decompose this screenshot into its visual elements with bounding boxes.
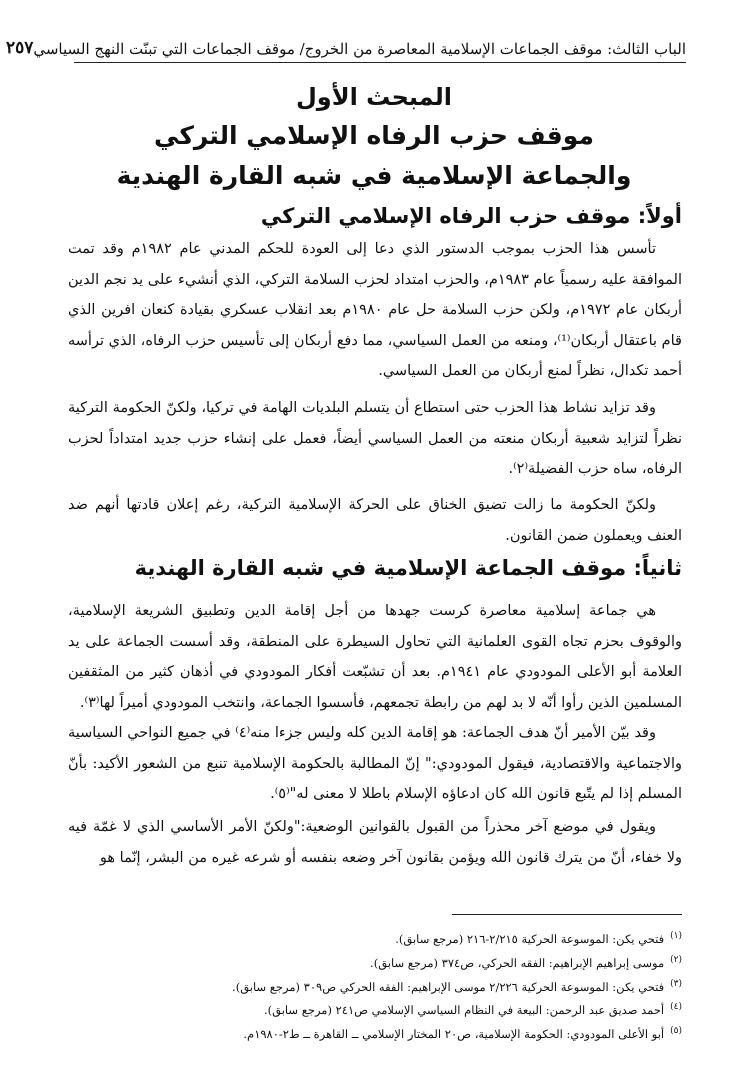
page-number: ٢٥٧ [5, 38, 34, 58]
footnote: $^{(٤)}$أحمد صديق عبد الرحمن: البيعة في النظام السياسي الإسلامي ص٢٤١ (مرجع سابق). [263, 1002, 682, 1018]
footnotes [60, 926, 682, 1045]
footnote: $^{(٥)}$أبو الأعلى المودودي: الحكومة الإسلامية، ص٢٠ المختار الإسلامي ــ القاهرة ــ ط٢-١٩٨٠م. [243, 1026, 682, 1042]
paragraph: هي جماعة إسلامية معاصرة كرست جهدها من أجل إقامة الدين وتطبيق الشريعة الإسلامية، والوقوف بحزم تجاه القوى العلمانية التي تحاول السيطرة على المنطقة، وقد أسست الجماعة على يد العلامة أبو الأعلى المودودي عام ١٩٤١م. بعد أن تشبّعت أفكار المودودي في أذهان كثير من المثقفين المسلمين الذين رأوا أنّه لا بد لهم من رابطة تجمعهم، فأسسوا الجماعة، وانتخب المودودي أميراً لها⁽٣⁾. [68, 603, 682, 711]
paragraph: ولكنّ الحكومة ما زالت تضيق الخناق على الحركة الإسلامية التركية، رغم إعلان قادتها أنهم ضد العنف ويعملون ضمن القانون. [68, 497, 682, 544]
paragraph: ويقول في موضع آخر محذراً من القبول بالقوانين الوضعية:"ولكنّ الأمر الأساسي الذي لا غمّة فيه ولا خفاء، أنّ من يترك قانون الله ويؤمن بقانون آخر وضعه بنفسه أو شرعه غيره من البشر، إنّما هو [68, 819, 682, 866]
heading-second: ثانياً: موقف الجماعة الإسلامية في شبه القارة الهندية [134, 556, 682, 580]
paragraph: وقد تزايد نشاط هذا الحزب حتى استطاع أن يتسلم البلديات الهامة في تركيا، ولكنّ الحكومة التركية نظراً لتزايد شعبية أربكان منعته من العمل السياسي أيضاً، فعمل على إنشاء حزب جديد امتداداً لحزب الرفاه، ساه حزب الفضيلة⁽٢⁾. [68, 400, 682, 477]
section-subtitle-line1: موقف حزب الرفاه الإسلامي التركي [154, 121, 594, 151]
paragraph: وقد بيّن الأمير أنّ هدف الجماعة: هو إقامة الدين كله وليس جزءا منه⁽٤⁾ في جميع النواحي السياسية والاجتماعية والاقتصادية، فيقول المودودي:" إنّ المطالبة بالحكومة الإسلامية تنبع من الشعور الأكيد: بأنّ المسلم إذا لم يتّبع قانون الله كان ادعاؤه الإسلام باطلا لا معنى له"⁽٥⁾. [68, 725, 682, 802]
footnote: $^{(٢)}$موسى إبراهيم الإبراهيم: الفقه الحركي، ص٣٧٤ (مرجع سابق). [370, 954, 682, 970]
heading-first: أولاً: موقف حزب الرفاه الإسلامي التركي [260, 204, 682, 228]
running-header [5, 30, 686, 63]
running-title: الباب الثالث: موقف الجماعات الإسلامية المعاصرة من الخروج/ موقف الجماعات التي تبنّت النهج السياسي [33, 40, 686, 58]
chapter-titles [60, 78, 688, 196]
footnote-separator [452, 914, 682, 915]
footnote: $^{(٣)}$فتحي يكن: الموسوعة الحركية ٢/٢٢٦ موسى الإبراهيم: الفقه الحركي ص٣٠٩ (مرجع سابق). [232, 978, 682, 994]
section-subtitle-line2: والجماعة الإسلامية في شبه القارة الهندية [116, 161, 632, 191]
section-title: المبحث الأول [295, 83, 453, 111]
footnote: $^{(١)}$فتحي يكن: الموسوعة الحركية ٢/٢١٥-٢١٦ (مرجع سابق). [395, 931, 682, 946]
paragraph: تأسس هذا الحزب بموجب الدستور الذي دعا إلى العودة للحكم المدني عام ١٩٨٢م وقد تمت الموافقة عليه رسمياً عام ١٩٨٣م، والحزب امتداد لحزب السلامة التركي، الذي أنشيء على يد نجم الدين أربكان عام ١٩٧٢م، ولكن حزب السلامة حل عام ١٩٨٠م بعد انقلاب عسكري بقيادة كنعان افرين الذي قام باعتقال أربكان⁽¹⁾، ومنعه من العمل السياسي، مما دفع أربكان إلى تأسيس حزب الرفاه، الذي ترأسه أحمد تكدال، نظراً لمنع أربكان من العمل السياسي. [68, 241, 683, 379]
